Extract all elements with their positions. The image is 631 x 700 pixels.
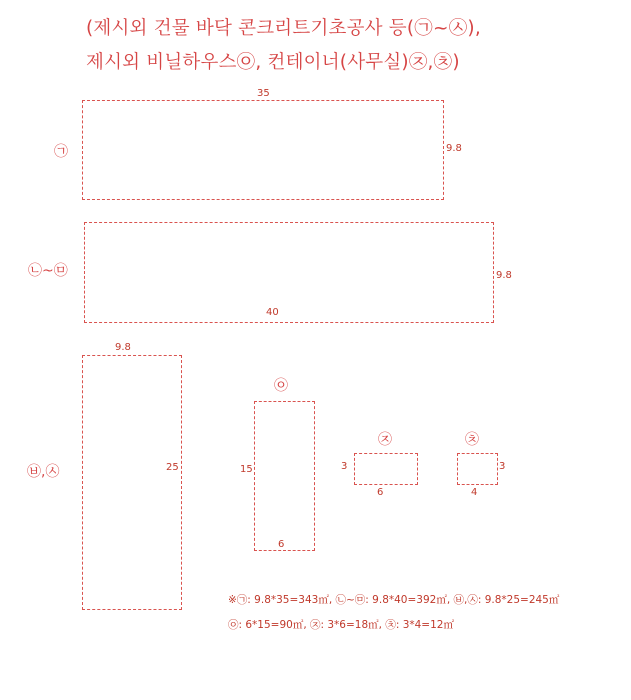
dim-r1-right: 9.8 (446, 143, 462, 154)
shape-label-r6: ㉩ (465, 432, 479, 448)
title-line-1: (제시외 건물 바닥 콘크리트기초공사 등(㉠~㉦), (86, 18, 481, 39)
shape-label-r2: ㉡~㉤ (28, 263, 68, 279)
dim-r4-left: 15 (240, 464, 253, 475)
shape-r4 (254, 401, 315, 551)
shape-label-r5: ㉨ (378, 432, 392, 448)
shape-label-r1: ㉠ (54, 144, 68, 160)
dim-r2-right: 9.8 (496, 270, 512, 281)
dim-r4-bottom: 6 (278, 539, 285, 550)
dim-r1-top: 35 (257, 88, 270, 99)
shape-label-r3: ㉥,㉦ (27, 464, 60, 480)
dim-r2-bottom: 40 (266, 307, 279, 318)
shape-r5 (354, 453, 418, 485)
dim-r6-right: 3 (499, 461, 506, 472)
area-note-line-2: ㉧: 6*15=90㎡, ㉨: 3*6=18㎡, ㉩: 3*4=12㎡ (228, 619, 454, 631)
shape-r6 (457, 453, 498, 485)
shape-r3 (82, 355, 182, 610)
dim-r3-top: 9.8 (115, 342, 131, 353)
dim-r3-inside-right: 25 (166, 462, 179, 473)
shape-r1 (82, 100, 444, 200)
area-note-line-1: ※㉠: 9.8*35=343㎡, ㉡~㉤: 9.8*40=392㎡, ㉥,㉦: 9.8*25=245㎡ (228, 594, 560, 606)
dim-r6-bottom: 4 (471, 487, 478, 498)
dim-r5-bottom: 6 (377, 487, 384, 498)
shape-label-r4: ㉧ (274, 378, 288, 394)
title-line-2: 제시외 비닐하우스㉧, 컨테이너(사무실)㉨,㉩) (86, 52, 460, 73)
shape-r2 (84, 222, 494, 323)
dim-r5-left: 3 (341, 461, 348, 472)
